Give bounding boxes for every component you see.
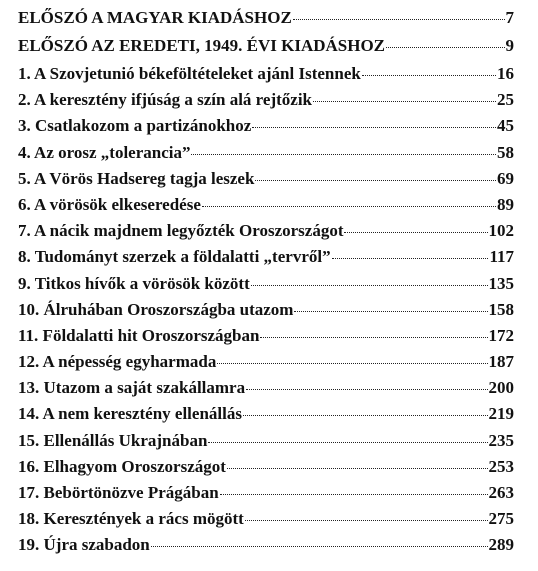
toc-entry-page: 89 [497, 194, 514, 214]
toc-entry-page: 25 [497, 90, 514, 110]
toc-entry-title: 14. A nem keresztény ellenállás [18, 404, 242, 424]
toc-entry [18, 378, 514, 404]
dot-leader [344, 232, 487, 233]
dot-leader [151, 546, 488, 547]
toc-entry-title: ELŐSZÓ A MAGYAR KIADÁSHOZ [18, 8, 292, 27]
toc-entry-title: 4. Az orosz „tolerancia” [18, 142, 191, 162]
toc-entry-page: 187 [488, 352, 514, 372]
toc-entry [18, 326, 514, 352]
toc-entry-page: 219 [488, 404, 514, 424]
toc-entry-page: 7 [505, 8, 514, 27]
dot-leader [191, 154, 496, 155]
toc-entry-page: 9 [505, 36, 514, 55]
toc-entry-page: 58 [497, 142, 514, 162]
toc-entry-title: 16. Elhagyom Oroszországot [18, 456, 226, 476]
toc-entry-title: 7. A nácik majdnem legyőzték Oroszországot [18, 221, 344, 241]
toc-entry-title: 3. Csatlakozom a partizánokhoz [18, 116, 252, 136]
dot-leader [208, 442, 487, 443]
dot-leader [362, 75, 496, 76]
toc-entry-page: 289 [488, 535, 514, 555]
toc-entry-page: 45 [497, 116, 514, 136]
dot-leader [260, 337, 487, 338]
toc-entry-title: 17. Bebörtönözve Prágában [18, 483, 219, 502]
dot-leader [227, 468, 488, 469]
dot-leader [386, 47, 504, 48]
toc-entry [18, 535, 514, 561]
toc-entry [18, 143, 514, 169]
toc-entry-page: 253 [488, 456, 514, 476]
dot-leader [293, 19, 505, 20]
toc-entry-page: 102 [488, 221, 514, 241]
toc-entry-title: 8. Tudományt szerzek a földalatti „tervről” [18, 247, 331, 267]
toc-entry-page: 172 [488, 325, 514, 345]
toc-entry [18, 116, 514, 142]
toc-entry [18, 8, 514, 36]
toc-entry-title: 19. Újra szabadon [18, 535, 150, 555]
toc-entry-title: 2. A keresztény ifjúság a szín alá rejtőzik [18, 90, 313, 110]
toc-entry [18, 90, 514, 116]
table-of-contents [18, 8, 514, 562]
toc-entry [18, 169, 514, 195]
toc-entry [18, 483, 514, 509]
toc-entry-title: 11. Földalatti hit Oroszországban [18, 325, 260, 345]
toc-entry [18, 404, 514, 430]
dot-leader [255, 180, 496, 181]
dot-leader [217, 363, 487, 364]
toc-entry-page: 158 [488, 299, 514, 319]
toc-entry-title: ELŐSZÓ AZ EREDETI, 1949. ÉVI KIADÁSHOZ [18, 36, 386, 55]
toc-entry-title: 5. A Vörös Hadsereg tagja leszek [18, 168, 255, 188]
toc-entry-page: 135 [488, 273, 514, 293]
dot-leader [220, 494, 488, 495]
dot-leader [245, 520, 488, 521]
toc-entry-page: 275 [488, 509, 514, 529]
toc-entry [18, 300, 514, 326]
toc-entry-page: 263 [488, 483, 514, 502]
toc-entry-title: 9. Titkos hívők a vörösök között [18, 273, 250, 293]
toc-entry [18, 64, 514, 90]
toc-entry-page: 117 [489, 247, 514, 267]
dot-leader [252, 127, 496, 128]
toc-entry-title: 13. Utazom a saját szakállamra [18, 378, 246, 398]
toc-entry [18, 247, 514, 273]
toc-entry-title: 18. Keresztények a rács mögött [18, 509, 244, 529]
dot-leader [332, 258, 489, 259]
toc-entry-page: 235 [488, 430, 514, 450]
toc-entry-title: 6. A vörösök elkeseredése [18, 194, 201, 214]
toc-entry [18, 352, 514, 378]
dot-leader [313, 101, 496, 102]
dot-leader [246, 389, 487, 390]
toc-entry-title: 1. A Szovjetunió békeföltételeket ajánl Istennek [18, 64, 361, 83]
dot-leader [251, 285, 488, 286]
toc-entry [18, 274, 514, 300]
toc-entry [18, 36, 514, 64]
toc-entry-title: 10. Álruhában Oroszországba utazom [18, 299, 294, 319]
toc-entry-title: 12. A népesség egyharmada [18, 352, 217, 372]
toc-entry [18, 221, 514, 247]
toc-entry [18, 195, 514, 221]
toc-entry-page: 200 [488, 378, 514, 398]
dot-leader [202, 206, 496, 207]
toc-entry [18, 457, 514, 483]
toc-entry-page: 16 [497, 64, 514, 83]
toc-entry-title: 15. Ellenállás Ukrajnában [18, 430, 208, 450]
dot-leader [294, 311, 487, 312]
toc-entry-page: 69 [497, 168, 514, 188]
toc-entry [18, 431, 514, 457]
dot-leader [243, 415, 488, 416]
toc-entry [18, 509, 514, 535]
